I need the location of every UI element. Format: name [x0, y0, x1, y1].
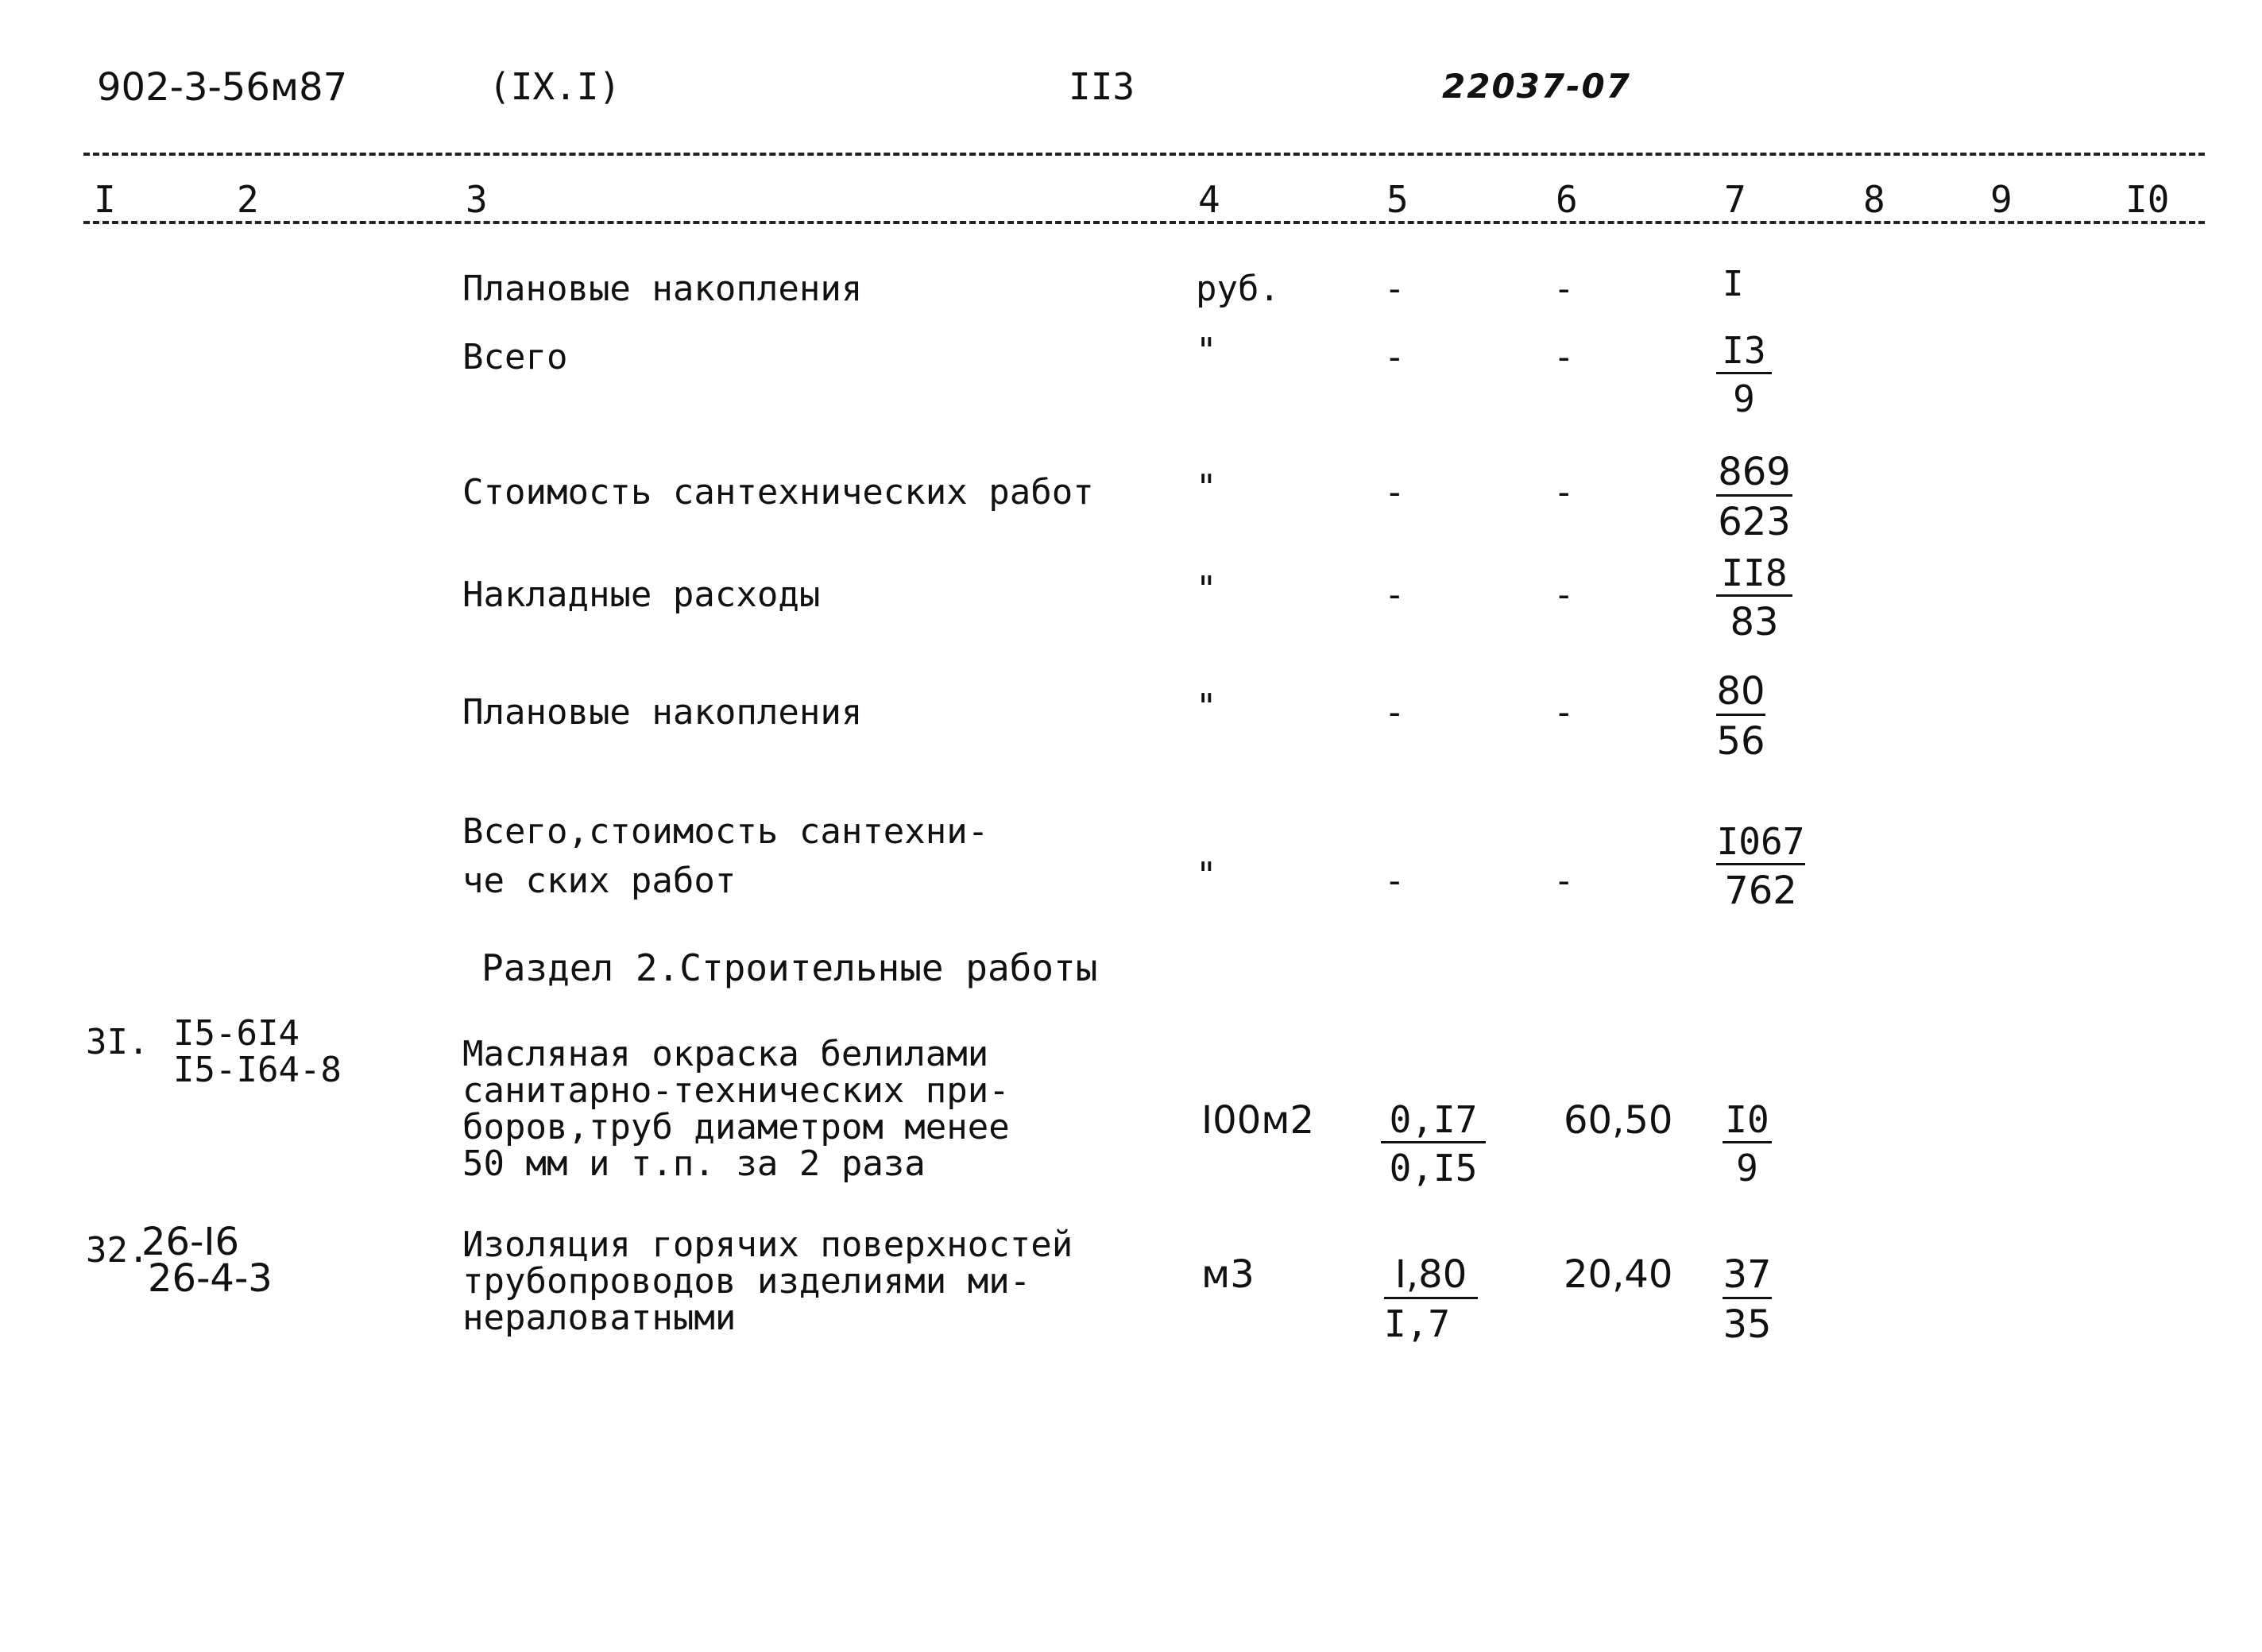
- item-description-line: трубопроводов изделиями ми-: [462, 1261, 1031, 1302]
- row-name: Плановые накопления: [462, 269, 863, 309]
- row-name: Плановые накопления: [462, 692, 863, 733]
- row-col6: -: [1553, 269, 1575, 309]
- fraction-denominator: 762: [1724, 869, 1797, 913]
- item-description-line: Изоляция горячих поверхностей: [462, 1224, 1073, 1265]
- page-number: II3: [1069, 65, 1135, 108]
- item-code-line1: I5-6I4: [173, 1013, 300, 1054]
- item-description: [462, 1224, 1073, 1338]
- item-description-line: боров,труб диаметром менее: [462, 1107, 1010, 1147]
- item-description-line: Масляная окраска белилами: [462, 1034, 989, 1074]
- row-col6: -: [1553, 337, 1575, 377]
- item-col5-fraction: [1381, 1098, 1486, 1190]
- row-unit: ": [1196, 687, 1217, 727]
- row-col7: I: [1723, 264, 1744, 304]
- item-number: 3I.: [86, 1022, 149, 1062]
- header-separator: [83, 153, 2205, 156]
- item-description-line: 50 мм и т.п. за 2 раза: [462, 1143, 926, 1184]
- column-number-1: I: [94, 178, 116, 221]
- row-col5: -: [1384, 337, 1406, 377]
- column-number-7: 7: [1724, 178, 1746, 221]
- column-number-9: 9: [1990, 178, 2013, 221]
- registration-stamp: 22037-07: [1442, 67, 1631, 106]
- row-col7-fraction: [1716, 820, 1805, 913]
- column-number-4: 4: [1198, 178, 1220, 221]
- fraction-numerator: 869: [1716, 453, 1792, 497]
- row-col7-fraction: [1716, 669, 1765, 764]
- item-number: 32.: [86, 1230, 149, 1271]
- row-col5: -: [1384, 692, 1406, 733]
- column-numbers-underline: [83, 221, 2205, 224]
- row-name: Накладные расходы: [462, 575, 821, 615]
- row-col6: -: [1553, 692, 1575, 733]
- row-name: Всего: [462, 337, 568, 377]
- item-code: [173, 1013, 342, 1090]
- fraction-denominator: 9: [1736, 1147, 1758, 1190]
- row-col6: -: [1553, 861, 1575, 901]
- column-number-5: 5: [1386, 178, 1409, 221]
- column-number-8: 8: [1863, 178, 1885, 221]
- fraction-denominator: 623: [1718, 500, 1791, 544]
- fraction-numerator: 37: [1723, 1255, 1772, 1299]
- section-title: Раздел 2.Строительные работы: [481, 946, 1098, 989]
- fraction-denominator: 35: [1723, 1302, 1772, 1347]
- fraction-numerator: II8: [1716, 555, 1792, 597]
- fraction-numerator: 0,I7: [1381, 1101, 1486, 1143]
- row-col7-fraction: [1716, 329, 1772, 420]
- row-col5: -: [1384, 472, 1406, 513]
- item-description-line: нераловатными: [462, 1298, 737, 1338]
- column-number-10: I0: [2125, 178, 2170, 221]
- row-unit: ": [1196, 569, 1217, 609]
- item-code-line1: 26-I6: [141, 1220, 240, 1264]
- fraction-numerator: I067: [1716, 823, 1805, 865]
- item-unit: м3: [1201, 1252, 1255, 1297]
- item-col6: 20,40: [1564, 1252, 1673, 1297]
- row-col6: -: [1553, 472, 1575, 513]
- item-col7-fraction: [1723, 1098, 1772, 1190]
- section-code: (IX.I): [489, 65, 621, 108]
- item-unit: I00м2: [1201, 1098, 1314, 1143]
- fraction-denominator: I,7: [1384, 1302, 1451, 1345]
- fraction-numerator: I0: [1723, 1101, 1772, 1143]
- row-unit: руб.: [1196, 269, 1280, 309]
- fraction-numerator: I3: [1716, 332, 1772, 374]
- document-code: 902-3-56м87: [97, 65, 348, 110]
- row-col5: -: [1384, 861, 1406, 901]
- fraction-denominator: 56: [1716, 719, 1765, 764]
- item-code-line2: 26-4-3: [148, 1256, 273, 1301]
- row-name-line1: Всего,стоимость сантехни-: [462, 811, 989, 852]
- column-number-2: 2: [237, 178, 259, 221]
- fraction-denominator: 83: [1730, 600, 1779, 644]
- row-unit: ": [1196, 331, 1217, 371]
- row-unit: ": [1196, 855, 1217, 896]
- column-number-6: 6: [1556, 178, 1578, 221]
- row-col5: -: [1384, 575, 1406, 615]
- item-col6: 60,50: [1564, 1098, 1673, 1143]
- row-col5: -: [1384, 269, 1406, 309]
- item-description: [462, 1036, 1010, 1182]
- row-col6: -: [1553, 575, 1575, 615]
- item-col7-fraction: [1723, 1252, 1772, 1347]
- fraction-numerator: 80: [1716, 672, 1765, 716]
- item-description-line: санитарно-технических при-: [462, 1070, 1010, 1111]
- row-col7-fraction: [1716, 450, 1792, 544]
- item-col5-fraction: [1384, 1252, 1478, 1345]
- column-number-3: 3: [466, 178, 488, 221]
- fraction-numerator: I,80: [1384, 1255, 1478, 1299]
- item-code: [141, 1220, 273, 1301]
- row-col7-fraction: [1716, 551, 1792, 644]
- item-code-line2: I5-I64-8: [173, 1050, 342, 1090]
- row-unit: ": [1196, 467, 1217, 508]
- fraction-denominator: 9: [1733, 377, 1755, 420]
- fraction-denominator: 0,I5: [1389, 1147, 1478, 1190]
- row-name-line2: че ских работ: [462, 861, 737, 901]
- row-name: Стоимость сантехнических работ: [462, 472, 1094, 513]
